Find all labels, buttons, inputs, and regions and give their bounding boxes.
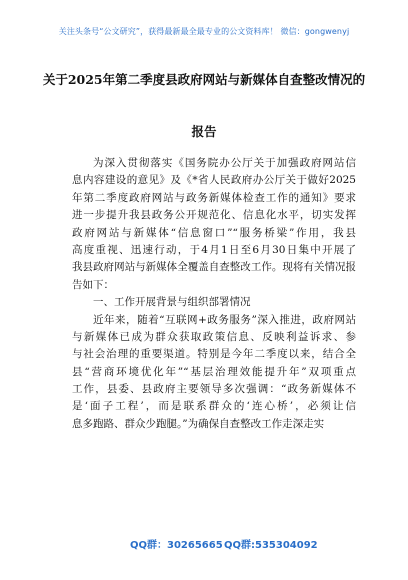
paragraph-line: 进一步提升我县政务公开规范化、信息化水平，切实发挥	[72, 209, 356, 222]
qq-group-2: QQ群:535304092	[224, 540, 318, 551]
top-banner: 关注头条号“公文研究”，获得最新最全最专业的公文资料库！ 微信：gongwenyj	[58, 27, 350, 36]
paragraph-line: 一、工作开展背景与组织部署情况	[93, 296, 251, 309]
paragraph-line: 为深入贯彻落实《国务院办公厅关于加强政府网站信	[93, 157, 356, 169]
paragraph-line: 政府网站与新媒体“信息窗口”“服务桥梁”作用，我县	[72, 226, 356, 239]
paragraph-line: 我县政府网站与新媒体全覆盖自查整改工作。现将有关情况报	[72, 261, 356, 274]
paragraph-line: 告如下：	[72, 278, 114, 291]
paragraph-line: 息多跑路、群众少跑腿。”为确保自查整改工作走深走实	[72, 417, 325, 430]
paragraph-line: 高度重视、迅速行动，于4月1日至6月30日集中开展了	[72, 243, 356, 256]
paragraph-line: 与社会治理的重要渠道。特别是今年二季度以来，结合全	[72, 348, 356, 361]
document-title-continued: 报告	[191, 124, 217, 139]
paragraph-line: 与新媒体已成为群众获取政策信息、反映利益诉求、参	[72, 330, 356, 343]
paragraph-line: 近年来，随着“互联网+政务服务”深入推进，政府网站	[93, 313, 356, 326]
document-body	[72, 155, 356, 433]
document-title: 关于2025年第二季度县政府网站与新媒体自查整改情况的	[42, 72, 366, 87]
paragraph-line: 工作，县委、县政府主要领导多次强调：“政务新媒体不	[72, 383, 356, 396]
qq-group-1: QQ群：30265665	[130, 540, 223, 551]
paragraph-line: 县“营商环境优化年”“基层治理效能提升年”双项重点	[72, 365, 356, 378]
paragraph-line: 年第二季度政府网站与政务新媒体检查工作的通知》要求	[72, 191, 356, 204]
paragraph-line: 是‘面子工程’，而是联系群众的‘连心桥’，必须让信	[72, 400, 356, 413]
paragraph-line: 息内容建设的意见》及《*省人民政府办公厅关于做好2025	[72, 174, 356, 187]
